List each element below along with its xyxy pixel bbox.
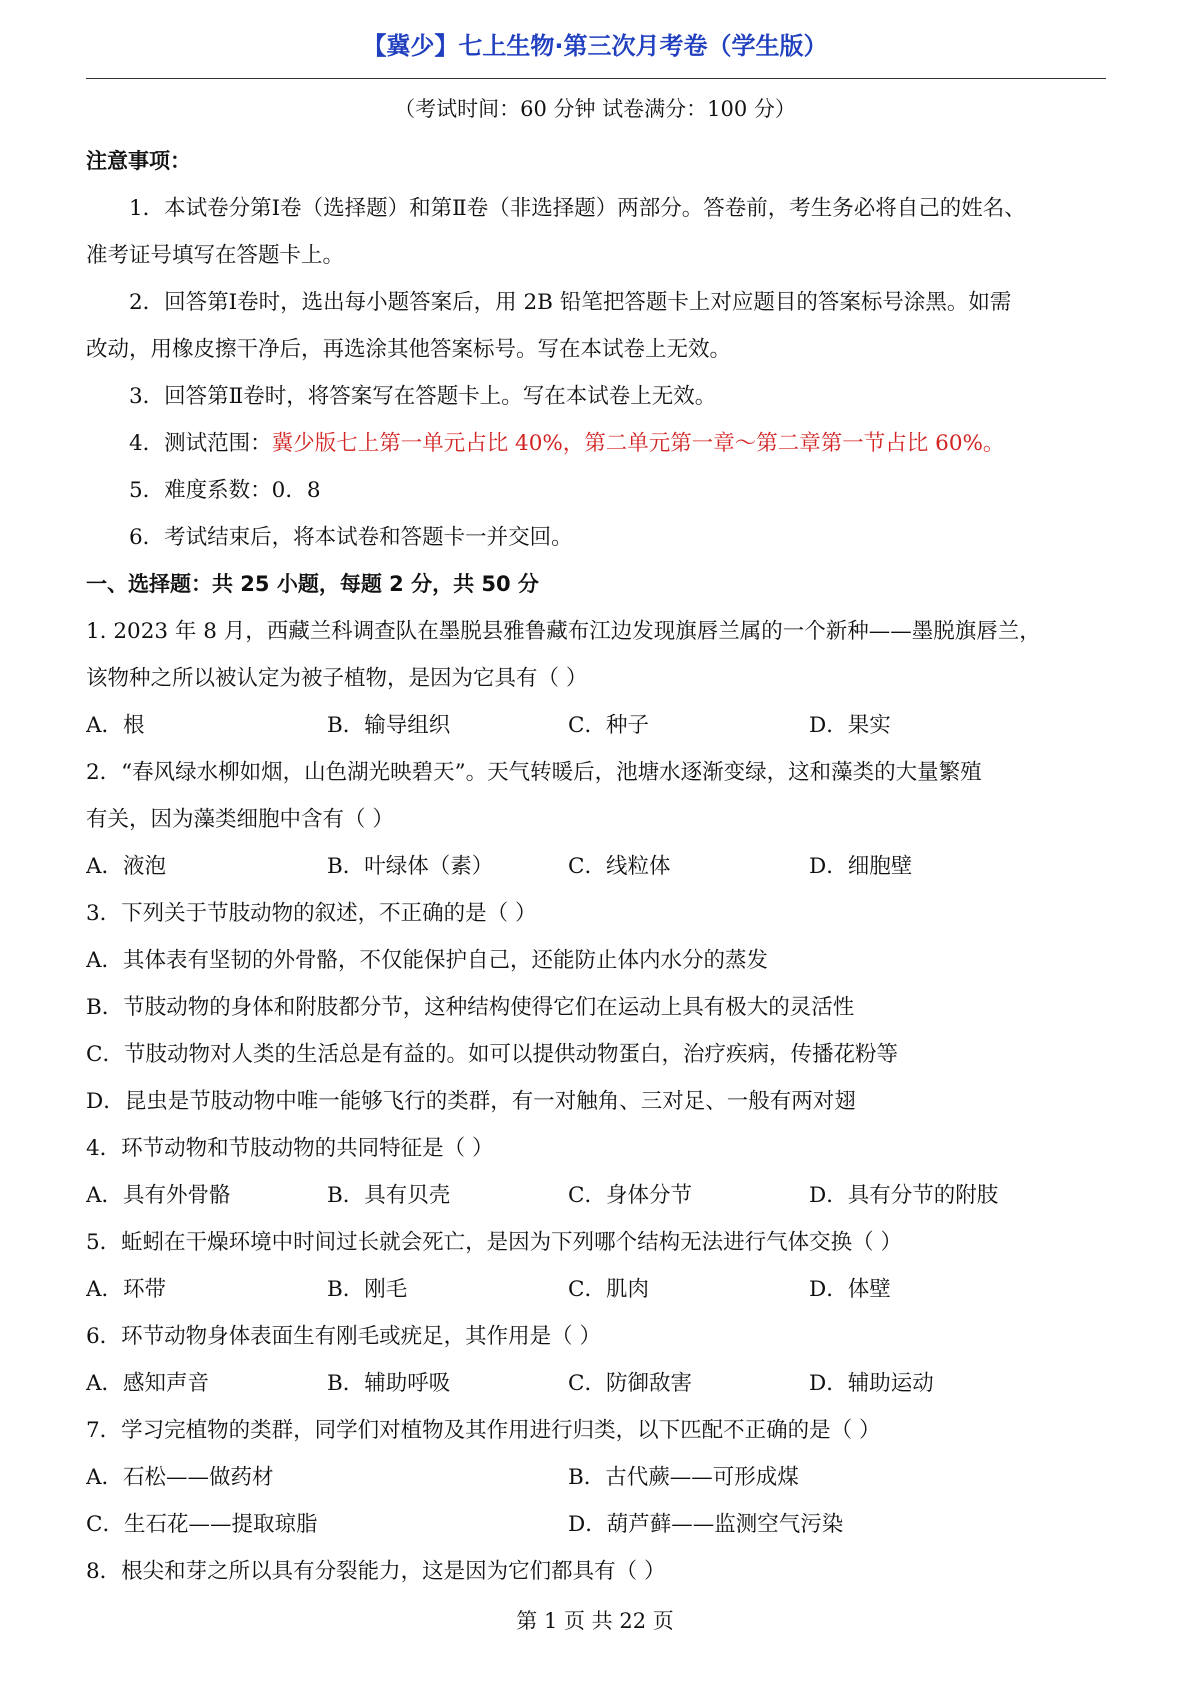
option-b: B．具有贝壳 [327, 1183, 451, 1208]
notice-item-6: 6．考试结束后，将本试卷和答题卡一并交回。 [129, 525, 573, 550]
question-1-stem: 1. 2023 年 8 月，西藏兰科调查队在墨脱县雅鲁藏布江边发现旗唇兰属的一个新种——墨脱旗唇兰， [86, 619, 1041, 644]
option-a: A．液泡 [86, 854, 167, 879]
question-1-stem-cont: 该物种之所以被认定为被子植物，是因为它具有（ ） [86, 666, 588, 691]
question-3-stem: 3．下列关于节肢动物的叙述，不正确的是（ ） [86, 901, 537, 926]
notice-item-4-label: 4．测试范围： [129, 431, 272, 456]
test-scope: 冀少版七上第一单元占比 40%，第二单元第一章～第二章第一节占比 60%。 [271, 431, 1005, 456]
option-d: D．细胞壁 [809, 854, 913, 879]
exam-content [86, 138, 1108, 1595]
option-b: B．节肢动物的身体和附肢都分节，这种结构使得它们在运动上具有极大的灵活性 [86, 995, 855, 1020]
option-c: C．种子 [568, 713, 649, 738]
notice-item-3: 3．回答第Ⅱ卷时，将答案写在答题卡上。写在本试卷上无效。 [129, 384, 717, 409]
option-b: B．输导组织 [327, 713, 451, 738]
question-8-stem: 8．根尖和芽之所以具有分裂能力，这是因为它们都具有（ ） [86, 1559, 666, 1584]
question-5-options [86, 1266, 1108, 1313]
option-d: D．体壁 [809, 1277, 891, 1302]
question-7-options-row-2 [86, 1501, 1108, 1548]
option-c: C．线粒体 [568, 854, 671, 879]
option-c: C．节肢动物对人类的生活总是有益的。如可以提供动物蛋白，治疗疾病，传播花粉等 [86, 1042, 898, 1067]
notice-item-2: 2．回答第Ⅰ卷时，选出每小题答案后，用 2B 铅笔把答题卡上对应题目的答案标号涂黑。如需 [129, 290, 1012, 315]
option-d: D．具有分节的附肢 [809, 1183, 999, 1208]
exam-info: （考试时间：60 分钟 试卷满分：100 分） [394, 97, 796, 121]
option-d: D．葫芦藓——监测空气污染 [568, 1512, 844, 1537]
question-6-options [86, 1360, 1108, 1407]
option-a: A．其体表有坚韧的外骨骼，不仅能保护自己，还能防止体内水分的蒸发 [86, 948, 769, 973]
option-b: B．辅助呼吸 [327, 1371, 451, 1396]
question-5-stem: 5．蚯蚓在干燥环境中时间过长就会死亡，是因为下列哪个结构无法进行气体交换（ ） [86, 1230, 903, 1255]
section-heading: 一、选择题：共 25 小题，每题 2 分，共 50 分 [86, 572, 539, 596]
option-a: A．具有外骨骼 [86, 1183, 231, 1208]
question-1-options [86, 702, 1108, 749]
notice-item-5: 5．难度系数：0．8 [129, 478, 321, 503]
notice-heading: 注意事项： [86, 149, 191, 173]
page-title: 【冀少】七上生物·第三次月考卷（学生版） [362, 32, 828, 60]
notice-item-2-cont: 改动，用橡皮擦干净后，再选涂其他答案标号。写在本试卷上无效。 [86, 337, 732, 362]
option-a: A．石松——做药材 [86, 1465, 274, 1490]
option-a: A．感知声音 [86, 1371, 210, 1396]
option-b: B．叶绿体（素） [327, 854, 494, 879]
question-7-stem: 7．学习完植物的类群，同学们对植物及其作用进行归类，以下匹配不正确的是（ ） [86, 1418, 881, 1443]
question-4-stem: 4．环节动物和节肢动物的共同特征是（ ） [86, 1136, 494, 1161]
option-c: C．身体分节 [568, 1183, 692, 1208]
question-4-options [86, 1172, 1108, 1219]
question-7-options-row-1 [86, 1454, 1108, 1501]
question-2-stem: 2．“春风绿水柳如烟，山色湖光映碧天”。天气转暖后，池塘水逐渐变绿，这和藻类的大量繁殖 [86, 760, 982, 785]
option-b: B．古代蕨——可形成煤 [568, 1465, 799, 1490]
option-c: C．生石花——提取琼脂 [86, 1512, 318, 1537]
question-2-stem-cont: 有关，因为藻类细胞中含有（ ） [86, 807, 394, 832]
notice-item-4 [86, 420, 1108, 467]
question-6-stem: 6．环节动物身体表面生有刚毛或疣足，其作用是（ ） [86, 1324, 602, 1349]
option-a: A．根 [86, 713, 145, 738]
option-a: A．环带 [86, 1277, 167, 1302]
option-b: B．刚毛 [327, 1277, 408, 1302]
option-c: C．肌肉 [568, 1277, 649, 1302]
option-d: D．辅助运动 [809, 1371, 934, 1396]
page-number: 第 1 页 共 22 页 [516, 1609, 674, 1633]
notice-item-1-cont: 准考证号填写在答题卡上。 [86, 243, 345, 268]
header-divider [86, 78, 1106, 79]
question-2-options [86, 843, 1108, 890]
option-c: C．防御敌害 [568, 1371, 692, 1396]
option-d: D．果实 [809, 713, 891, 738]
notice-item-1: 1．本试卷分第Ⅰ卷（选择题）和第Ⅱ卷（非选择题）两部分。答卷前，考生务必将自己的姓名、 [129, 196, 1026, 221]
option-d: D．昆虫是节肢动物中唯一能够飞行的类群，有一对触角、三对足、一般有两对翅 [86, 1089, 856, 1114]
